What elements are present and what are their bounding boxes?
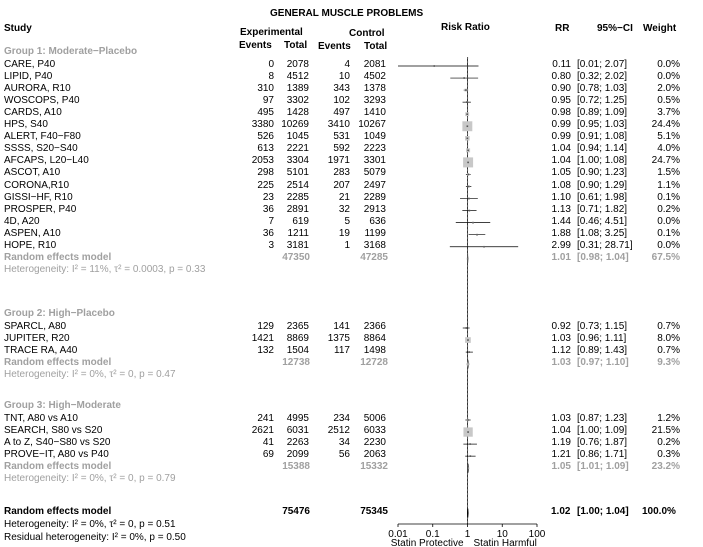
exp-total: 5101 (286, 167, 309, 179)
exp-events: 36 (262, 227, 274, 239)
exp-events: 97 (262, 95, 274, 107)
ctrl-total: 3168 (363, 239, 386, 251)
rr-value: 0.98 (551, 107, 571, 119)
study-point (463, 77, 465, 79)
group-model-label: Random effects model (4, 461, 112, 473)
x-tick-label: 0.1 (425, 529, 440, 540)
rr-value: 1.05 (551, 167, 571, 179)
weight-value: 1.1% (657, 179, 680, 191)
study-point (465, 89, 467, 91)
weight-value: 5.1% (657, 131, 680, 143)
study-column-header: Study (4, 23, 32, 34)
weight-header: Weight (643, 23, 677, 34)
ctrl-events: 3410 (327, 119, 350, 131)
ctrl-total: 1410 (363, 107, 386, 119)
ctrl-events: 234 (333, 413, 350, 424)
exp-total: 3302 (286, 95, 309, 107)
study-name: PROVE−IT, A80 vs P40 (4, 449, 109, 461)
group-rr: 1.03 (551, 357, 571, 369)
study-name: ALERT, F40−F80 (4, 131, 81, 143)
ci-header: 95%−CI (597, 23, 633, 34)
x-label-left: Statin Protective (390, 538, 464, 547)
ci-value: [0.46; 4.51] (577, 215, 628, 227)
study-name: TNT, A80 vs A10 (4, 413, 78, 424)
exp-total: 8869 (286, 333, 309, 345)
weight-value: 0.7% (657, 321, 680, 332)
ctrl-total: 2081 (363, 59, 386, 70)
overall-rr: 1.02 (551, 506, 571, 517)
study-point (467, 150, 469, 152)
exp-total: 2365 (286, 321, 309, 332)
exp-events: 7 (268, 215, 274, 227)
study-point (467, 174, 469, 176)
weight-value: 0.1% (657, 191, 680, 203)
exp-events: 132 (257, 345, 274, 357)
control-events-header: Events (318, 41, 351, 52)
ctrl-events: 207 (333, 179, 350, 191)
study-point (465, 327, 467, 329)
weight-value: 0.0% (657, 71, 680, 83)
experimental-total-header: Total (284, 40, 308, 51)
study-point (433, 65, 435, 67)
ctrl-events: 32 (338, 203, 350, 215)
weight-value: 0.5% (657, 95, 680, 107)
study-name: CARDS, A10 (4, 107, 62, 119)
ctrl-total: 2289 (363, 191, 386, 203)
group-model-label: Random effects model (4, 357, 112, 369)
exp-total: 4512 (286, 71, 309, 83)
group-label: Group 1: Moderate−Placebo (4, 46, 138, 57)
study-name: SEARCH, S80 vs S20 (4, 425, 103, 437)
ctrl-events: 102 (333, 95, 350, 107)
ci-value: [0.91; 1.08] (577, 131, 628, 143)
exp-total: 619 (292, 215, 309, 227)
weight-value: 0.2% (657, 203, 680, 215)
exp-total: 2285 (286, 191, 309, 203)
exp-total: 2514 (286, 179, 309, 191)
group-heterogeneity: Heterogeneity: I² = 0%, τ² = 0, p = 0.47 (4, 369, 176, 381)
rr-value: 1.03 (551, 413, 571, 424)
rr-value: 0.99 (551, 119, 571, 131)
exp-events: 8 (268, 71, 274, 83)
exp-events: 298 (257, 167, 274, 179)
rr-value: 0.95 (551, 95, 571, 107)
study-name: GISSI−HF, R10 (4, 191, 73, 203)
weight-value: 0.3% (657, 449, 680, 461)
study-name: HOPE, R10 (4, 239, 57, 251)
control-header: Control (349, 28, 385, 39)
exp-total: 2078 (286, 59, 309, 70)
exp-total: 10269 (281, 119, 309, 131)
exp-total: 2221 (286, 143, 309, 155)
exp-total: 1428 (286, 107, 309, 119)
exp-events: 3 (268, 239, 274, 251)
exp-total: 3181 (286, 239, 309, 251)
group-ci: [0.98; 1.04] (577, 251, 629, 263)
group-ctrl-total: 47285 (360, 251, 388, 263)
group-exp-total: 12738 (282, 357, 310, 369)
rr-value: 1.12 (551, 345, 571, 357)
study-point (466, 113, 468, 115)
residual-heterogeneity: Residual heterogeneity: I² = 0%, p = 0.50 (4, 532, 186, 543)
overall-ctrl-total: 75345 (360, 506, 388, 517)
study-point (470, 455, 472, 457)
ctrl-total: 3293 (363, 95, 386, 107)
summary-diamond (467, 254, 468, 263)
ctrl-events: 141 (333, 321, 350, 332)
group-heterogeneity: Heterogeneity: I² = 11%, τ² = 0.0003, p = 0.33 (4, 263, 206, 275)
overall-model-label: Random effects model (4, 506, 112, 517)
rr-value: 0.11 (552, 59, 571, 70)
study-point (466, 101, 468, 103)
ci-value: [0.89; 1.09] (577, 107, 628, 119)
exp-events: 3380 (251, 119, 274, 131)
study-point (467, 431, 469, 433)
study-point (469, 210, 471, 212)
ctrl-events: 1 (344, 239, 350, 251)
exp-events: 36 (262, 203, 274, 215)
ctrl-events: 1375 (327, 333, 350, 345)
rr-value: 0.80 (551, 71, 571, 83)
rr-value: 1.08 (551, 179, 571, 191)
study-name: CARE, P40 (4, 59, 56, 70)
ctrl-total: 2063 (363, 449, 386, 461)
ctrl-total: 2497 (363, 179, 386, 191)
weight-value: 0.1% (657, 227, 680, 239)
exp-events: 310 (257, 83, 274, 95)
ci-value: [0.87; 1.23] (577, 413, 628, 424)
rr-value: 2.99 (551, 239, 571, 251)
group-weight: 23.2% (651, 461, 680, 473)
ci-value: [0.01; 2.07] (577, 59, 628, 70)
group-exp-total: 47350 (282, 251, 310, 263)
ctrl-events: 19 (338, 227, 350, 239)
ci-value: [0.61; 1.98] (577, 191, 628, 203)
study-name: AURORA, R10 (4, 83, 71, 95)
study-point (469, 443, 471, 445)
weight-value: 1.5% (657, 167, 680, 179)
ci-value: [0.95; 1.03] (577, 119, 628, 131)
overall-exp-total: 75476 (282, 506, 310, 517)
rr-value: 1.44 (551, 215, 571, 227)
exp-events: 2621 (251, 425, 274, 437)
exp-total: 1211 (287, 227, 309, 239)
exp-events: 241 (257, 413, 274, 424)
weight-value: 8.0% (657, 333, 680, 345)
ctrl-events: 497 (333, 107, 350, 119)
ci-value: [1.08; 3.25] (577, 227, 628, 239)
study-name: PROSPER, P40 (4, 203, 77, 215)
exp-total: 6031 (286, 425, 309, 437)
weight-value: 3.7% (657, 107, 680, 119)
study-name: A to Z, S40−S80 vs S20 (4, 437, 111, 449)
rr-header: RR (555, 23, 570, 34)
ci-value: [0.76; 1.87] (577, 437, 628, 449)
ci-value: [0.96; 1.11] (577, 333, 627, 345)
experimental-header: Experimental (240, 27, 303, 38)
rr-value: 1.03 (551, 333, 571, 345)
study-name: 4D, A20 (4, 215, 40, 227)
ci-value: [0.94; 1.14] (577, 143, 628, 155)
exp-events: 23 (262, 191, 274, 203)
study-point (467, 162, 469, 164)
study-name: SPARCL, A80 (4, 321, 67, 332)
exp-events: 41 (262, 437, 274, 449)
study-name: TRACE RA, A40 (4, 345, 78, 357)
group-rr: 1.05 (551, 461, 571, 473)
exp-total: 1389 (286, 83, 309, 95)
x-label-right: Statin Harmful (473, 538, 537, 547)
ctrl-total: 6033 (363, 425, 386, 437)
rr-value: 0.90 (551, 83, 571, 95)
ctrl-total: 1199 (364, 227, 386, 239)
study-name: CORONA,R10 (4, 179, 70, 191)
rr-value: 1.13 (551, 203, 571, 215)
overall-heterogeneity: Heterogeneity: I² = 0%, τ² = 0, p = 0.51 (4, 519, 176, 530)
ci-value: [0.71; 1.82] (577, 203, 628, 215)
group-ctrl-total: 12728 (360, 357, 388, 369)
ctrl-total: 2223 (363, 143, 386, 155)
weight-value: 24.4% (651, 119, 680, 131)
exp-total: 1045 (286, 131, 309, 143)
weight-value: 0.0% (657, 215, 680, 227)
ci-value: [0.32; 2.02] (577, 71, 628, 83)
rr-value: 1.04 (551, 155, 571, 167)
weight-value: 21.5% (651, 425, 680, 437)
ci-value: [0.31; 28.71] (577, 239, 633, 251)
study-point (467, 339, 469, 341)
ctrl-events: 1971 (327, 155, 350, 167)
ci-value: [1.00; 1.08] (577, 155, 628, 167)
study-name: SSSS, S20−S40 (4, 143, 78, 155)
ctrl-events: 2512 (327, 425, 350, 437)
study-name: ASCOT, A10 (4, 167, 61, 179)
exp-events: 129 (257, 321, 274, 332)
exp-events: 69 (262, 449, 274, 461)
exp-events: 495 (257, 107, 274, 119)
ctrl-total: 2913 (363, 203, 386, 215)
ci-value: [0.72; 1.25] (577, 95, 628, 107)
ctrl-events: 21 (338, 191, 350, 203)
x-tick-label: 10 (496, 529, 508, 540)
ctrl-total: 1498 (363, 345, 386, 357)
ctrl-events: 531 (333, 131, 350, 143)
overall-weight: 100.0% (642, 506, 676, 517)
rr-value: 0.92 (551, 321, 571, 332)
study-name: LIPID, P40 (4, 71, 53, 83)
group-label: Group 2: High−Placebo (4, 308, 115, 319)
study-point (483, 246, 485, 248)
study-point (467, 125, 469, 127)
weight-value: 0.0% (657, 239, 680, 251)
control-total-header: Total (364, 41, 388, 52)
exp-total: 2891 (286, 203, 309, 215)
risk-ratio-header: Risk Ratio (441, 22, 490, 33)
exp-events: 1421 (251, 333, 274, 345)
rr-value: 1.10 (551, 191, 571, 203)
study-point (467, 419, 469, 421)
study-name: ASPEN, A10 (4, 227, 61, 239)
weight-value: 2.0% (657, 83, 680, 95)
x-tick-label: 0.01 (388, 529, 408, 540)
weight-value: 0.7% (657, 345, 680, 357)
x-tick-label: 1 (464, 529, 471, 540)
weight-value: 4.0% (657, 143, 680, 155)
exp-events: 0 (268, 59, 274, 70)
ci-value: [1.00; 1.09] (577, 425, 628, 437)
ctrl-total: 1378 (363, 83, 386, 95)
ctrl-events: 592 (333, 143, 350, 155)
summary-diamond (467, 360, 469, 369)
exp-events: 613 (257, 143, 274, 155)
ci-value: [0.90; 1.29] (577, 179, 628, 191)
ctrl-total: 636 (369, 215, 386, 227)
ctrl-total: 1049 (363, 131, 386, 143)
study-point (467, 138, 469, 140)
rr-value: 1.04 (551, 143, 571, 155)
ctrl-events: 10 (338, 71, 350, 83)
rr-value: 0.99 (551, 131, 571, 143)
exp-total: 2263 (286, 437, 309, 449)
ctrl-events: 343 (333, 83, 350, 95)
ctrl-total: 3301 (363, 155, 386, 167)
experimental-events-header: Events (239, 40, 272, 51)
study-point (476, 234, 478, 236)
study-point (468, 186, 470, 188)
rr-value: 1.19 (551, 437, 571, 449)
study-name: HPS, S40 (4, 119, 48, 131)
group-ci: [1.01; 1.09] (577, 461, 629, 473)
summary-diamond (468, 509, 469, 518)
study-name: JUPITER, R20 (4, 333, 70, 345)
exp-total: 3304 (286, 155, 309, 167)
exp-events: 526 (257, 131, 274, 143)
ctrl-events: 283 (333, 167, 350, 179)
exp-events: 225 (257, 179, 274, 191)
group-weight: 67.5% (651, 251, 680, 263)
study-point (468, 351, 470, 353)
group-ci: [0.97; 1.10] (577, 357, 629, 369)
overall-ci: [1.00; 1.04] (577, 506, 629, 517)
chart-title: GENERAL MUSCLE PROBLEMS (270, 8, 424, 19)
rr-value: 1.88 (551, 227, 571, 239)
ctrl-events: 4 (344, 59, 350, 70)
rr-value: 1.04 (551, 425, 571, 437)
group-label: Group 3: High−Moderate (4, 400, 121, 411)
ci-value: [0.73; 1.15] (577, 321, 628, 332)
weight-value: 24.7% (651, 155, 680, 167)
weight-value: 1.2% (657, 413, 680, 424)
summary-diamond (468, 464, 469, 473)
study-name: WOSCOPS, P40 (4, 95, 80, 107)
x-tick-label: 100 (528, 529, 546, 540)
ctrl-total: 2230 (363, 437, 386, 449)
study-point (472, 222, 474, 224)
ctrl-events: 34 (338, 437, 350, 449)
ci-value: [0.90; 1.23] (577, 167, 628, 179)
ctrl-events: 117 (334, 345, 350, 357)
ctrl-total: 5079 (363, 167, 386, 179)
ctrl-events: 5 (344, 215, 350, 227)
group-rr: 1.01 (551, 251, 571, 263)
exp-total: 4995 (286, 413, 309, 424)
study-point (468, 198, 470, 200)
ctrl-total: 5006 (363, 413, 386, 424)
exp-events: 2053 (251, 155, 274, 167)
ci-value: [0.86; 1.71] (577, 449, 628, 461)
group-ctrl-total: 15332 (360, 461, 388, 473)
ci-value: [0.89; 1.43] (577, 345, 628, 357)
ci-value: [0.78; 1.03] (577, 83, 628, 95)
weight-value: 0.2% (657, 437, 680, 449)
group-model-label: Random effects model (4, 251, 112, 263)
exp-total: 1504 (286, 345, 309, 357)
group-weight: 9.3% (657, 357, 680, 369)
ctrl-total: 2366 (363, 321, 386, 332)
ctrl-total: 10267 (358, 119, 386, 131)
ctrl-total: 4502 (363, 71, 386, 83)
exp-total: 2099 (286, 449, 309, 461)
group-heterogeneity: Heterogeneity: I² = 0%, τ² = 0, p = 0.79 (4, 473, 176, 485)
ctrl-events: 56 (338, 449, 350, 461)
weight-value: 0.0% (657, 59, 680, 70)
study-name: AFCAPS, L20−L40 (4, 155, 89, 167)
group-exp-total: 15388 (282, 461, 310, 473)
ctrl-total: 8864 (363, 333, 386, 345)
rr-value: 1.21 (551, 449, 571, 461)
